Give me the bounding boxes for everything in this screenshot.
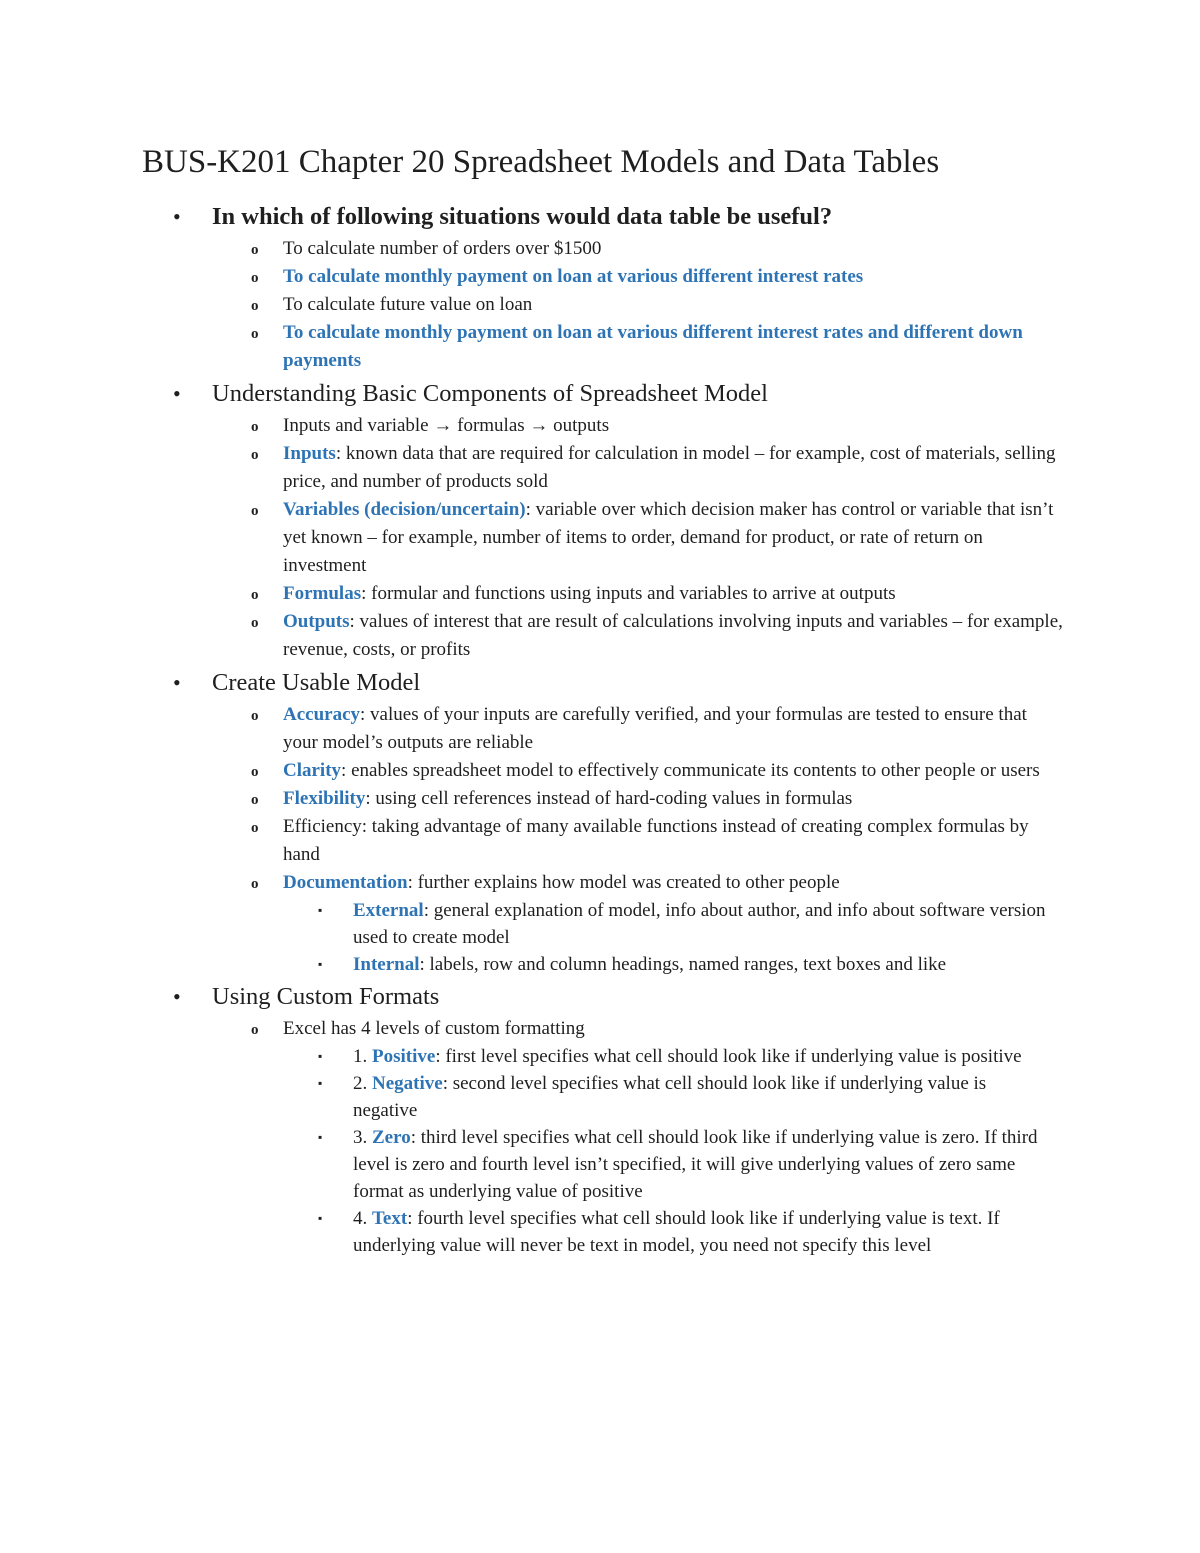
square-bullet-icon: ▪ — [318, 957, 323, 971]
hollow-bullet-icon: o — [251, 447, 259, 463]
hollow-bullet-icon: o — [251, 587, 259, 603]
hollow-bullet-icon: o — [251, 764, 259, 780]
square-bullet-icon: ▪ — [318, 1076, 323, 1090]
list-item-flexibility: o Flexibility: using cell references instead of hard-coding values in formulas — [0, 785, 1063, 813]
square-bullet-icon: ▪ — [318, 903, 323, 917]
list-item: o Inputs and variable → formulas → outputs — [0, 412, 1063, 440]
bullet-icon: • — [173, 670, 181, 695]
hollow-bullet-icon: o — [251, 270, 259, 286]
list-item: o To calculate number of orders over $1500 — [0, 235, 1063, 263]
list-item-clarity: o Clarity: enables spreadsheet model to effectively communicate its contents to other people or users — [0, 757, 1063, 785]
outline-list — [0, 198, 1200, 1259]
section-heading-custom-formats: • Using Custom Formats — [0, 979, 1200, 1015]
sub-list-item-text: ▪ 4. Text: fourth level specifies what cell should look like if underlying value is text. If underlying value will never be text in model, you need not specify this level — [0, 1205, 1053, 1259]
square-bullet-icon: ▪ — [318, 1049, 323, 1063]
list-item-answer: o To calculate monthly payment on loan at various different interest rates — [0, 263, 1063, 291]
hollow-bullet-icon: o — [251, 876, 259, 892]
hollow-bullet-icon: o — [251, 503, 259, 519]
list-item-outputs: o Outputs: values of interest that are result of calculations involving inputs and variables – for example, revenue, costs, or profits — [251, 611, 1063, 660]
hollow-bullet-icon: o — [251, 1022, 259, 1038]
list-item-documentation: o Documentation: further explains how model was created to other people — [0, 869, 1063, 897]
list-item-answer: o To calculate monthly payment on loan at various different interest rates and different down payments — [251, 322, 1023, 371]
hollow-bullet-icon: o — [251, 820, 259, 836]
section-heading-usable-model: • Create Usable Model — [0, 665, 1200, 701]
section-heading-basic-components: • Understanding Basic Components of Spreadsheet Model — [0, 376, 1200, 412]
hollow-bullet-icon: o — [251, 708, 259, 724]
sub-list-item-external: ▪ External: general explanation of model, info about author, and info about software version used to create model — [0, 897, 1053, 951]
list-item: o Excel has 4 levels of custom formatting — [0, 1015, 1063, 1043]
sub-list-item-positive: ▪ 1. Positive: first level specifies what cell should look like if underlying value is positive — [0, 1043, 1053, 1070]
bullet-icon: • — [173, 204, 181, 229]
sub-list-item-negative: ▪ 2. Negative: second level specifies what cell should look like if underlying value is negative — [0, 1070, 1053, 1124]
square-bullet-icon: ▪ — [318, 1211, 323, 1225]
section-heading-data-table: • In which of following situations would data table be useful? — [0, 199, 1200, 235]
list-item: o To calculate future value on loan — [0, 291, 1063, 319]
hollow-bullet-icon: o — [251, 419, 259, 435]
list-item-inputs: o Inputs: known data that are required for calculation in model – for example, cost of materials, selling price, and number of products sold — [251, 443, 1056, 492]
bullet-icon: • — [173, 381, 181, 406]
bullet-icon: • — [173, 984, 181, 1009]
list-item-formulas: o Formulas: formular and functions using inputs and variables to arrive at outputs — [0, 580, 1063, 608]
sub-list-item-internal: ▪ Internal: labels, row and column headings, named ranges, text boxes and like — [0, 951, 1053, 978]
hollow-bullet-icon: o — [251, 792, 259, 808]
hollow-bullet-icon: o — [251, 326, 259, 342]
page-title: BUS-K201 Chapter 20 Spreadsheet Models and Data Tables — [142, 144, 940, 180]
square-bullet-icon: ▪ — [318, 1130, 323, 1144]
hollow-bullet-icon: o — [251, 615, 259, 631]
hollow-bullet-icon: o — [251, 242, 259, 258]
list-item-accuracy: o Accuracy: values of your inputs are carefully verified, and your formulas are tested to ensure that your model’s outputs are reliable — [251, 704, 1027, 753]
list-item-variables: o Variables (decision/uncertain): variable over which decision maker has control or variable that isn’t yet known – for example, number of items to order, demand for product, or rate of return on investment — [251, 499, 1054, 576]
hollow-bullet-icon: o — [251, 298, 259, 314]
list-item-efficiency: o Efficiency: taking advantage of many available functions instead of creating complex formulas by hand — [251, 816, 1029, 865]
sub-list-item-zero: ▪ 3. Zero: third level specifies what cell should look like if underlying value is zero. If third level is zero and fourth level isn’t specified, it will give underlying values of zero same format as underlying value of positive — [0, 1124, 1053, 1205]
